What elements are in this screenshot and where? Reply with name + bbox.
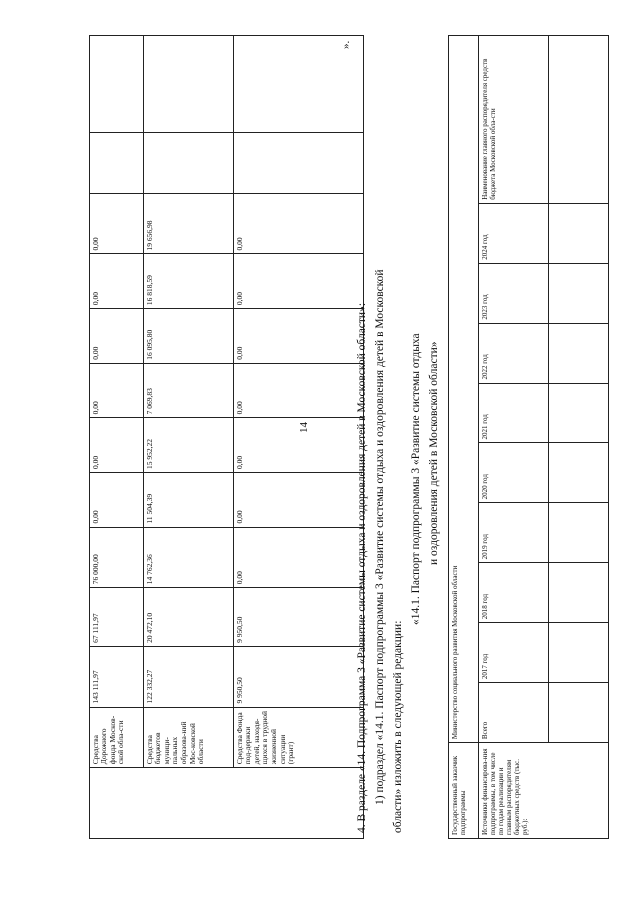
cell: 76 000,00 xyxy=(89,527,143,588)
passport-heading-line2: и оздоровления детей в Московской области» xyxy=(428,341,440,565)
cell: 0,00 xyxy=(233,418,363,473)
page-number-label: 14 xyxy=(298,422,310,433)
cell: 0,00 xyxy=(89,418,143,473)
cell: 143 111,97 xyxy=(89,646,143,707)
table-row xyxy=(449,36,479,839)
cell: 122 332,27 xyxy=(143,646,233,707)
header-cell: Всего xyxy=(479,683,549,743)
table-row xyxy=(549,36,609,839)
cell: 0,00 xyxy=(89,363,143,418)
table-row xyxy=(143,36,233,839)
header-cell: 2024 год xyxy=(479,203,549,263)
paragraph-subsection-cont: области» изложить в следующей редакции: xyxy=(392,620,404,833)
cell: 0,00 xyxy=(233,472,363,527)
cell: 20 472,10 xyxy=(143,588,233,647)
table-row xyxy=(233,36,363,839)
row-label: Средства Фонда под-держки детей, находя-щихся в трудной жизненной ситуации (грант) xyxy=(233,707,363,768)
row-label: Средства бюджетов муници-пальных образова-ний Мос-ковской области xyxy=(143,707,233,768)
cell: 0,00 xyxy=(233,309,363,364)
header-cell: 2019 год xyxy=(479,503,549,563)
cell: 11 504,39 xyxy=(143,472,233,527)
header-cell: Наименование главного распорядителя средств бюджета Московской обла-сти xyxy=(479,36,549,204)
cell: 0,00 xyxy=(89,254,143,309)
header-cell: 2018 год xyxy=(479,563,549,623)
table-row xyxy=(479,36,549,839)
customer-value: Министерство социального развития Московской области xyxy=(449,36,479,743)
cell: 0,00 xyxy=(89,472,143,527)
header-cell: 2020 год xyxy=(479,443,549,503)
cell: 0,00 xyxy=(233,527,363,588)
financing-table-continued xyxy=(37,35,364,839)
header-cell: 2017 год xyxy=(479,623,549,683)
table-row xyxy=(37,36,89,839)
cell: 0,00 xyxy=(89,309,143,364)
row-label: Средства Дорожного фонда Москов-ской обла-сти xyxy=(89,707,143,768)
paragraph-section: 4. В разделе «14. Подпрограмма 3 «Развитие системы отдыха и оздоровления детей в Московской области»: xyxy=(356,302,368,833)
cell: 67 111,97 xyxy=(89,588,143,647)
passport-table xyxy=(448,35,609,839)
table-row xyxy=(89,36,143,839)
cell: 19 656,98 xyxy=(143,193,233,254)
cell: 16 818,59 xyxy=(143,254,233,309)
cell: 7 069,83 xyxy=(143,363,233,418)
cell: 9 950,50 xyxy=(233,646,363,707)
header-cell: 2023 год xyxy=(479,263,549,323)
cell: 15 952,22 xyxy=(143,418,233,473)
cell: 14 762,36 xyxy=(143,527,233,588)
paragraph-subsection: 1) подраздел «14.1. Паспорт подпрограммы 3 «Развитие системы отдыха и оздоровления детей в Московской xyxy=(374,269,386,805)
header-cell: 2022 год xyxy=(479,323,549,383)
customer-label: Государственный заказчик подпрограммы xyxy=(449,743,479,839)
cell: 0,00 xyxy=(233,193,363,254)
sources-label: Источники финансирова-ния подпрограммы, в том числе по годам реализации и главным распорядителям бюджетных средств (тыс. руб.): xyxy=(479,743,609,839)
header-cell: 2021 год xyxy=(479,383,549,443)
cell: 0,00 xyxy=(89,193,143,254)
cell: 0,00 xyxy=(233,363,363,418)
quote-close: ». xyxy=(340,40,352,49)
cell: 9 950,50 xyxy=(233,588,363,647)
cell: 16 095,80 xyxy=(143,309,233,364)
passport-heading-line1: «14.1. Паспорт подпрограммы 3 «Развитие системы отдыха xyxy=(410,333,422,625)
cell: 0,00 xyxy=(233,254,363,309)
